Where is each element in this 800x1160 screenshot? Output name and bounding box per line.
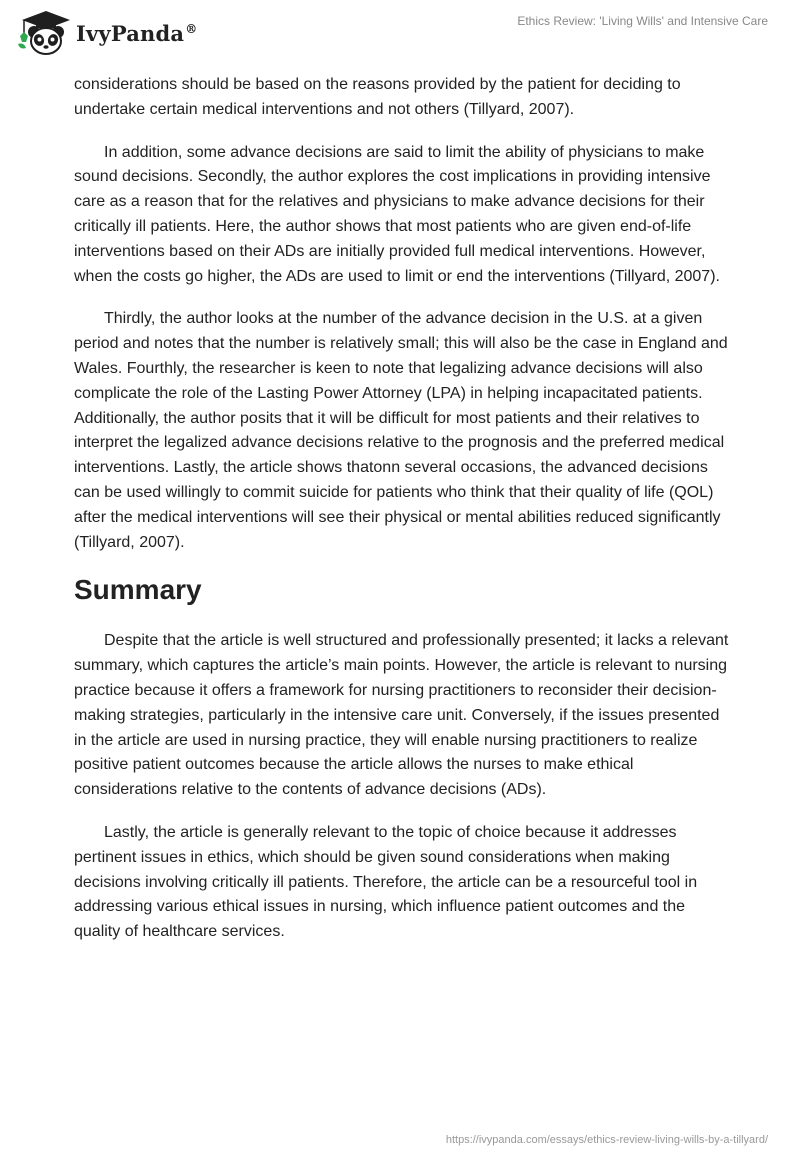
paragraph: Thirdly, the author looks at the number of the advance decision in the U.S. at a given period and notes that the number is relatively small; this will also be the case in England and Wales. Fourthly, the researcher is keen to note that legalizing advance decisions will also complicate the role of the Lasting Power Attorney (LPA) in helping incapacitated patients. Additionally, the author posits that it will be difficult for most patients and their relatives to interpret the legalized advance decisions relative to the prognosis and the preferred medical interventions. Lastly, the article shows thatonn several occasions, the advanced decisions can be used willingly to commit suicide for patients who think that their quality of life (QOL) after the medical interventions will see their physical or mental abilities reduced significantly (Tillyard, 2007).	[74, 310, 728, 551]
logo-text	[76, 21, 197, 46]
paragraph: considerations should be based on the reasons provided by the patient for deciding to undertake certain medical interventions and not others (Tillyard, 2007).	[74, 76, 681, 118]
paragraph: Despite that the article is well structured and professionally presented; it lacks a relevant summary, which captures the article’s main points. However, the article is relevant to nursing practice because it offers a framework for nursing practitioners to reconsider their decision-making strategies, particularly in the intensive care unit. Conversely, if the issues presented in the article are used in nursing practice, they will enable nursing practitioners to realize positive patient outcomes because the article allows the nurses to make ethical considerations relative to the contents of advance decisions (ADs).	[74, 632, 729, 799]
document-title: Ethics Review: 'Living Wills' and Intensive Care	[517, 14, 768, 28]
logo-wordmark: IvyPanda	[76, 20, 185, 46]
footer-source-url[interactable]: https://ivypanda.com/essays/ethics-review-living-wills-by-a-tillyard/	[445, 1134, 768, 1146]
panda-graduation-cap-logo-icon	[16, 8, 74, 58]
page-header	[0, 0, 800, 68]
section-heading-summary: Summary	[74, 574, 202, 606]
paragraph: In addition, some advance decisions are said to limit the ability of physicians to make sound decisions. Secondly, the author explores the cost implications in providing intensive care as a reason that for the relatives and physicians to make advance decisions for their critically ill patients. Here, the author shows that most patients who are given end-of-life interventions based on their ADs are initially provided full medical interventions. However, when the costs go higher, the ADs are used to limit or end the interventions (Tillyard, 2007).	[74, 143, 720, 285]
ivypanda-logo[interactable]	[16, 8, 197, 58]
paragraph: Lastly, the article is generally relevant to the topic of choice because it addresses pertinent issues in ethics, which should be given sound considerations when making decisions involving critically ill patients. Therefore, the article can be a resourceful tool in addressing various ethical issues in nursing, which influence patient outcomes and the quality of healthcare services.	[74, 823, 698, 941]
logo-registered-mark: ®	[185, 21, 198, 36]
article-body	[74, 73, 734, 963]
